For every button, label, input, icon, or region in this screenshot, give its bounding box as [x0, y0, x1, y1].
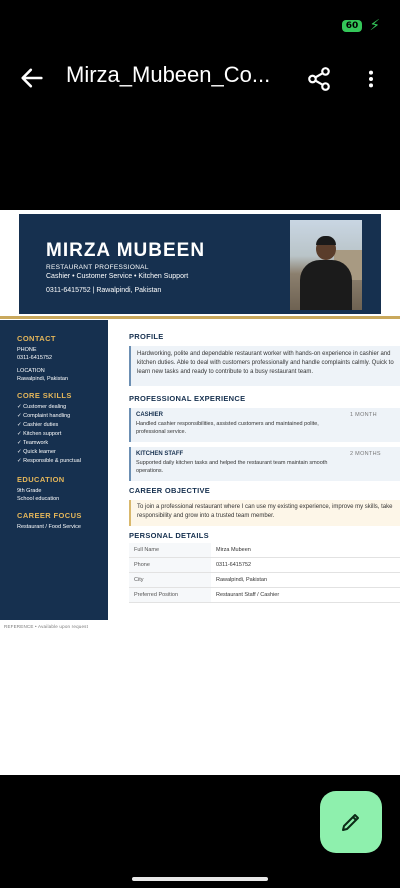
resume-role: RESTAURANT PROFESSIONAL [46, 264, 149, 271]
share-icon[interactable] [306, 66, 332, 92]
job-title: CASHIER [136, 412, 164, 418]
detail-key: City [129, 573, 211, 588]
skill-item: ✓ Customer dealing [17, 404, 67, 410]
job-duration: 1 MONTH [350, 412, 377, 418]
phone-label: PHONE [17, 347, 37, 353]
table-row [129, 543, 400, 558]
detail-value: 0311-6415752 [211, 558, 400, 573]
skill-item: ✓ Teamwork [17, 440, 49, 446]
edit-button[interactable] [320, 791, 382, 853]
focus-value: Restaurant / Food Service [17, 524, 81, 530]
resume-name: MIRZA MUBEEN [46, 240, 206, 261]
skill-item: ✓ Quick learner [17, 449, 56, 455]
bolt-icon: ⚡ [369, 17, 380, 34]
app-bar [0, 52, 400, 108]
back-arrow-icon[interactable] [18, 64, 46, 92]
more-options-icon[interactable] [360, 66, 382, 92]
skill-item: ✓ Kitchen support [17, 431, 62, 437]
skill-item: ✓ Cashier duties [17, 422, 59, 428]
location-value: Rawalpindi, Pakistan [17, 376, 69, 382]
job-entry [129, 447, 400, 481]
location-label: LOCATION [17, 368, 45, 374]
document-title: Mirza_Mubeen_Co... [66, 62, 271, 87]
job-description: Supported daily kitchen tasks and helped the restaurant team maintain smooth operations. [136, 460, 328, 474]
resume-document [0, 210, 400, 775]
resume-contact-line: 0311-6415752 | Rawalpindi, Pakistan [46, 287, 162, 294]
profile-photo [290, 220, 362, 310]
detail-value: Restaurant Staff / Cashier [211, 588, 400, 603]
personal-heading: PERSONAL DETAILS [129, 531, 209, 540]
profile-text: Hardworking, polite and dependable restaurant worker with hands-on experience in cashier and kitchen duties. Able to deal with customers professionally and handle complaints calmly. Quick to learn new tasks and ready to contribute to a busy restaurant team. [137, 351, 394, 375]
detail-key: Phone [129, 558, 211, 573]
skill-item: ✓ Responsible & punctual [17, 458, 81, 464]
objective-box [129, 500, 400, 526]
objective-text: To join a professional restaurant where I can use my existing experience, improve my skills, take responsibility and grow into a trusted team member. [137, 504, 393, 519]
table-row [129, 558, 400, 573]
table-row [129, 573, 400, 588]
education-heading: EDUCATION [17, 475, 65, 484]
resume-sidebar [0, 320, 108, 620]
detail-value: Rawalpindi, Pakistan [211, 573, 400, 588]
personal-details-table [129, 543, 400, 603]
skills-heading: CORE SKILLS [17, 391, 72, 400]
resume-tagline: Cashier • Customer Service • Kitchen Support [46, 273, 189, 280]
reference-note: REFERENCE • Available upon request [4, 624, 89, 629]
education-level: 9th Grade [17, 488, 42, 494]
detail-key: Full Name [129, 543, 211, 558]
phone-value: 0311-6415752 [17, 355, 53, 361]
battery-indicator: 60 [342, 20, 362, 32]
detail-value: Mirza Mubeen [211, 543, 400, 558]
status-bar [0, 0, 400, 44]
gesture-bar[interactable] [132, 877, 268, 881]
contact-heading: CONTACT [17, 334, 56, 343]
profile-heading: PROFILE [129, 332, 164, 341]
table-row [129, 588, 400, 603]
job-description: Handled cashier responsibilities, assisted customers and maintained polite, professional service. [136, 421, 319, 435]
job-title: KITCHEN STAFF [136, 451, 184, 457]
experience-heading: PROFESSIONAL EXPERIENCE [129, 394, 246, 403]
skill-item: ✓ Complaint handling [17, 413, 71, 419]
resume-header [19, 214, 381, 314]
pencil-icon [339, 810, 363, 834]
education-type: School education [17, 496, 60, 502]
divider [0, 316, 400, 319]
profile-box [129, 346, 400, 386]
detail-key: Preferred Position [129, 588, 211, 603]
objective-heading: CAREER OBJECTIVE [129, 486, 211, 495]
job-entry [129, 408, 400, 442]
job-duration: 2 MONTHS [350, 451, 381, 457]
focus-heading: CAREER FOCUS [17, 511, 82, 520]
